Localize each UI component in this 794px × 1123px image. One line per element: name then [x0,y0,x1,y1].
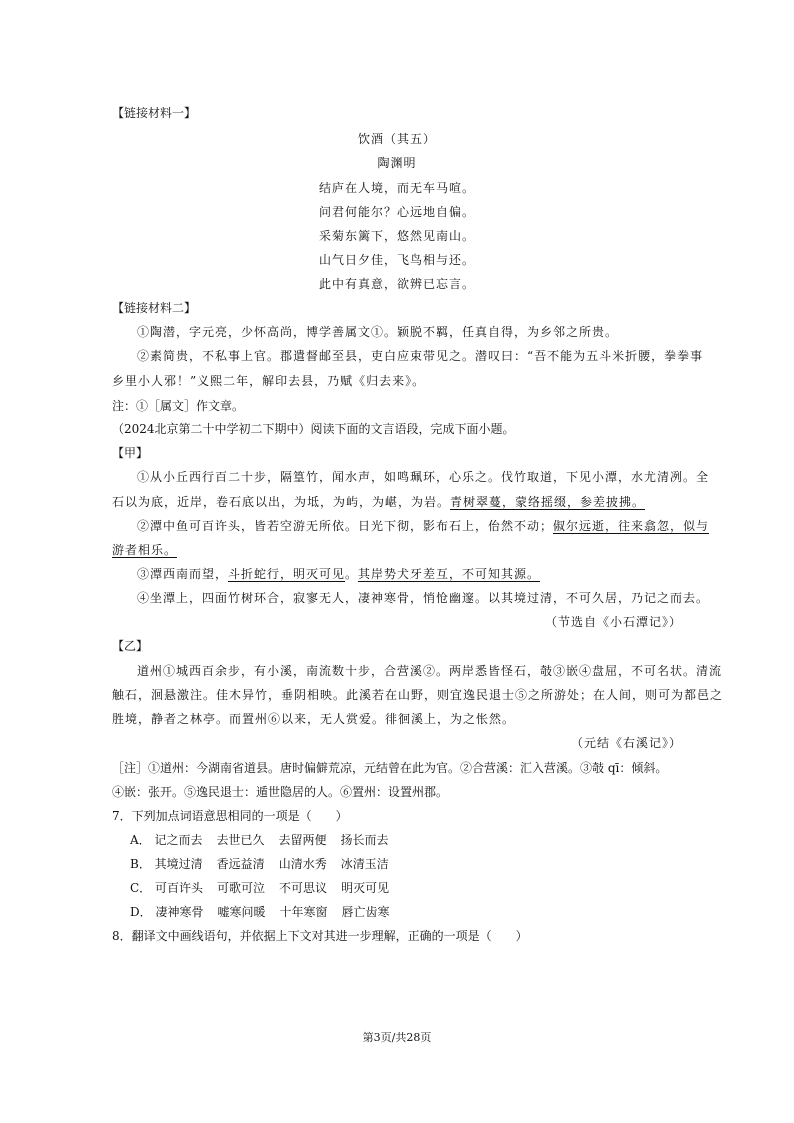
option-item: 不可思议 [279,881,328,895]
yi-paragraph: 道州①城西百余步，有小溪，南流数十步，合营溪②。两岸悉皆怪石，攲③嵌④盘屈，不可名状。清流 [137,664,723,678]
reading-intro: （2024北京第二十中学初二下期中）阅读下面的文言语段，完成下面小题。 [112,422,515,436]
underlined-sentence: 青树翠蔓，蒙络摇缀，参差披拂。 [450,495,646,509]
poem-title: 饮酒（其五） [357,132,436,146]
option-item: 可歌可泣 [217,881,266,895]
poem-line: 结庐在人境，而无车马喧。 [318,181,475,195]
option-item: 十年寒窗 [279,905,328,919]
yi-paragraph: 胜境，静者之林亭。而置州⑥以来，无人赏爱。徘徊溪上，为之怅然。 [112,712,516,726]
underlined-sentence: 斗折蛇行，明灭可见 [228,567,346,581]
yi-source: （元结《右溪记》） [570,736,682,750]
jia-paragraph [137,566,540,582]
link2-header: 【链接材料二】 [112,301,197,315]
option-item: 其境过清 [154,857,203,871]
page-footer: 第3页/共28页 [362,1031,432,1044]
option-item: 去留两便 [278,833,327,847]
jia-text: 石以为底，近岸，卷石底以出，为坻，为屿，为嵁，为岩。 [112,495,451,509]
poem-line: 此中有真意，欲辨已忘言。 [318,277,475,291]
link2-paragraph: ①陶潜，字元亮，少怀高尚，博学善属文①。颖脱不羁，任真自得，为乡邻之所贵。 [137,325,619,339]
question-7-option-b [130,856,403,872]
question-7-option-d [130,904,404,920]
jia-paragraph [112,494,645,510]
underlined-sentence: 游者相乐。 [112,543,178,557]
yi-note: ［注］①道州：今湖南省道县。唐时偏僻荒凉，元结曾在此为官。②合营溪：汇入营溪。③攲 qī：倾斜。 [112,761,668,775]
underlined-sentence: 俶尔远逝，往来翕忽，似与 [553,519,710,533]
option-item: 嘘寒问暖 [217,905,266,919]
poem-author: 陶渊明 [377,156,417,170]
yi-note: ④嵌：张开。⑤逸民退士：遁世隐居的人。⑥置州：设置州郡。 [112,785,449,799]
jia-header: 【甲】 [112,446,149,460]
poem-line: 山气日夕佳，飞鸟相与还。 [318,253,475,267]
link2-note: 注：①［属文］作文章。 [112,399,245,413]
poem-line: 采菊东篱下，悠然见南山。 [318,229,475,243]
jia-text: ②潭中鱼可百许头，皆若空游无所依。日光下彻，影布石上，佁然不动； [137,519,554,533]
question-7-stem: 7．下列加点词语意思相同的一项是（ ） [112,809,348,823]
jia-text: ③潭西南而望， [137,567,229,581]
option-item: 明灭可见 [341,881,390,895]
option-item: 香远益清 [216,857,265,871]
option-item: 山清水秀 [278,857,327,871]
link2-paragraph: 乡里小人邪！”义熙二年，解印去县，乃赋《归去来》。 [112,374,426,388]
underlined-sentence: 其岸势犬牙差互，不可知其源。 [358,567,541,581]
jia-paragraph [137,518,709,534]
option-item: 凄神寒骨 [155,905,204,919]
option-item: 可百许头 [155,881,204,895]
link1-header: 【链接材料一】 [112,106,197,120]
question-7-option-c [130,880,403,896]
link2-paragraph: ②素简贵，不私事上官。郡遣督邮至县，吏白应束带见之。潜叹曰：“吾不能为五斗米折腰，拳拳事 [137,349,704,363]
yi-header: 【乙】 [112,639,149,653]
question-7-option-a [130,832,403,848]
option-item: 扬长而去 [340,833,389,847]
option-label: C． [130,881,152,895]
yi-paragraph: 触石，洄悬激注。佳木异竹，垂阴相映。此溪若在山野，则宜逸民退士⑤之所游处；在人间，则可为都邑之 [112,688,724,702]
jia-text: 。 [345,567,359,581]
jia-source: （节选自《小石潭记》） [544,615,682,629]
option-item: 记之而去 [154,833,203,847]
option-item: 唇亡齿寒 [341,905,390,919]
jia-paragraph [112,542,177,558]
question-8-stem: 8．翻译文中画线语句，并依据上下文对其进一步理解，正确的一项是（ ） [112,929,528,943]
option-label: A． [130,833,151,847]
option-label: B． [130,857,151,871]
jia-paragraph: ①从小丘西行百二十步，隔篁竹，闻水声，如鸣珮环，心乐之。伐竹取道，下见小潭，水尤清冽。全 [137,470,710,484]
option-item: 去世已久 [216,833,265,847]
option-item: 冰清玉洁 [340,857,389,871]
poem-line: 问君何能尔？心远地自偏。 [318,205,475,219]
jia-paragraph: ④坐潭上，四面竹树环合，寂寥无人，凄神寒骨，悄怆幽邃。以其境过清，不可久居，乃记之而去。 [137,591,710,605]
option-label: D． [130,905,152,919]
